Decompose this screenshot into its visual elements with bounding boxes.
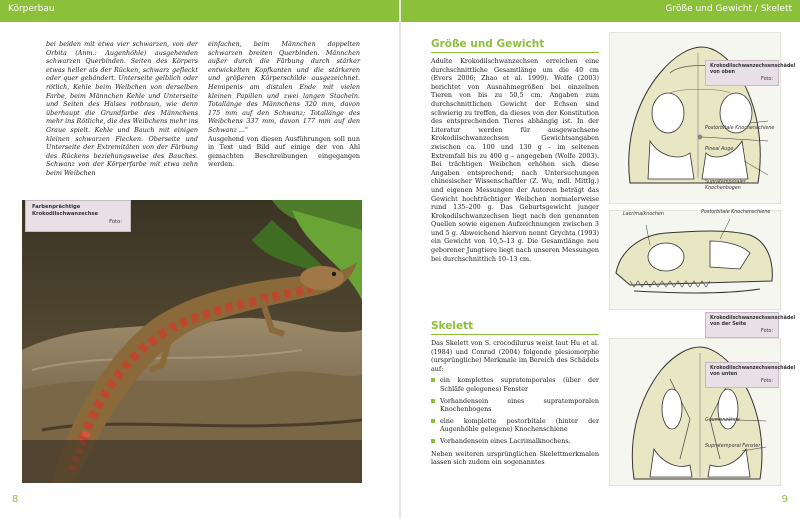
skull-side-credit: Foto: — [761, 329, 773, 334]
section-title-skeleton: Skelett — [431, 320, 474, 332]
section-rule-2 — [431, 334, 599, 335]
photo-caption: Farbenprächtige Krokodilschwanzechse — [32, 204, 99, 217]
skull-top-caption: Krokodilschwanzechsenschädel von oben — [710, 64, 796, 75]
label-postorbitale-side: Postorbitale Knochenschiene — [701, 210, 771, 215]
label-lacrimal: Lacrimalknochen — [623, 212, 664, 217]
left-column-2 — [208, 40, 360, 169]
label-pineal: Pineal Auge — [705, 147, 734, 152]
skeleton-feature-list — [431, 376, 599, 445]
left-header-title: Körperbau — [8, 4, 55, 14]
left-col2-normal-text: Ausgehend von diesen Ausführungen soll nun in Text und Bild auf einige der von Ahl gemachten Beschreibungen eingegangen werden. — [208, 134, 360, 169]
label-postorbitale-top: Postorbitale Knochenschiene — [705, 126, 775, 131]
label-gaumenzaehne: Gaumenzähne — [705, 418, 740, 423]
list-item: Vorhandensein eines Lacrimalknochens. — [431, 437, 599, 446]
skull-bottom-view — [609, 338, 796, 486]
left-col2-italic-text: einfachen, beim Männchen doppelten schwarzen breiten Querbinden. Männchen außer durch die Färbung durch stärker entwickelten Kopfkanten und die stärkeren und größeren Körperschilde ausgezeichnet. Hemipenis am distalen Ende mit vielen kleinen Papillen und zwei langen Stacheln. Totallänge des Männchens 320 mm, davon 175 mm auf den Schwanz; Totallänge des Weibchens 337 mm, davon 177 mm auf den Schwanz ..." — [208, 40, 360, 134]
photo-caption-tag — [25, 200, 131, 232]
label-supratemporal-window: Supratemporal Fenster — [705, 444, 761, 449]
section-skeleton-continued: Neben weiteren ursprünglichen Skelettmerkmalen lassen sich zudem ein sogenanntes — [431, 449, 599, 467]
left-col1-text: bei beiden mit etwa vier schwarzen, von der Orbita (Anm.: Augenhöhle) ausgehenden schwarzen Querbinden. Seiten des Körpers etwas heller als der Rücken, schwarz gefleckt oder quer gebändert. Unterseite gelblich oder rötlich, Kehle beim Weibchen von derselben Farbe, beim Männchen Kehle und Unterseite und Seiten des Halses rotbraun, wie denn überhaupt die Grundfarbe des Männchens mehr ins Rötliche, die des Weibchens mehr ins Graue spielt. Kehle und Bauch mit einigen kleinen schwarzen Flecken. Oberseite und Unterseite der Extremitäten von der Färbung des Rückens beziehungsweise des Bauches. Schwanz von der Körperfarbe mit etwa zehn beim Weibchen — [46, 40, 198, 177]
left-column-1 — [46, 40, 198, 178]
list-item: Vorhandensein eines supratemporalen Knochenbogens — [431, 397, 599, 414]
section-size-body — [431, 57, 599, 263]
right-header-title: Größe und Gewicht / Skelett — [665, 4, 792, 14]
skull-side-caption-tag — [705, 312, 796, 338]
list-item: eine komplette postorbitale (hinter der Augenhöhle gelegene) Knochenschiene — [431, 417, 599, 434]
section-skeleton-intro: Das Skelett von S. crocodilurus weist laut Hu et al. (1984) und Conrad (2004) folgende plesiomorphe (ursprüngliche) Merkmale im Bereich des Schädels auf: — [431, 339, 599, 373]
skull-top-view — [609, 32, 796, 204]
left-page — [0, 0, 399, 519]
right-page-number: 9 — [781, 494, 788, 505]
section-size-text: Adulte Krokodilschwanzechsen erreichen eine durchschnittliche Gesamtlänge um die 40 cm (Evers 2006; Zhao et al. 1999). Wolfe (2003) berichtet von Ausnahmegrößen bei einzelnen Tieren von bis zu 50,5 cm. Angaben zum durchschnittlichen Gewicht der Echsen sind schwierig zu treffen, da dieses von der Konstitution des entsprechenden Tieres abhängig ist. In der Literatur werden für ausgewachsene Krokodilschwanzechsen Gewichtsangaben zwischen ca. 100 und 130 g – im seltenen Extremfall bis zu 400 g – angegeben (Wolfe 2003). Bei trächtigen Weibchen erhöhen sich diese Angaben entsprechend; nach Untersuchungen chinesischer Wissenschaftler (Z. Wu, mdl. Mittlg.) und eigenen Messungen der Autoren beträgt das Gewicht hochträchtiger Weibchen normalerweise rund 135–200 g. Das Geburtsgewicht junger Krokodilschwanzechsen liegt nach den genannten Quellen sowie eigenen Aufzeichnungen zwischen 3 und 5 g. Abweichend hiervon nennt Grychta (1993) ein Gewicht von 10,5–13 g. Die Gesamtlänge neu geborener Jungtiere liegt nach unseren Messungen bei durchschnittlich 10–13 cm. — [431, 57, 599, 263]
left-running-header — [0, 0, 399, 22]
skull-side-view — [609, 210, 781, 310]
lizard-photo — [22, 200, 362, 483]
label-supratemporal-arch: Supratemporaler Knochenbogen — [705, 180, 746, 191]
skull-bottom-credit: Foto: — [761, 379, 773, 384]
skull-top-caption-tag — [705, 60, 796, 86]
list-item: ein komplettes supratemporales (über der Schläfe gelegenes) Fenster — [431, 376, 599, 393]
right-page — [401, 0, 800, 519]
section-skeleton-body — [431, 339, 599, 467]
skull-bottom-caption: Krokodilschwanzechsenschädel von unten — [710, 366, 796, 377]
section-rule-1 — [431, 52, 599, 53]
right-running-header — [401, 0, 800, 22]
section-title-size: Größe und Gewicht — [431, 38, 545, 50]
skull-top-credit: Foto: — [761, 77, 773, 82]
skull-bottom-caption-tag — [705, 362, 796, 388]
left-page-number: 8 — [12, 494, 19, 505]
photo-credit: Foto: — [109, 219, 122, 225]
skull-side-illustration — [610, 211, 782, 311]
skull-side-caption: Krokodilschwanzechsenschädel von der Seite — [710, 316, 796, 327]
